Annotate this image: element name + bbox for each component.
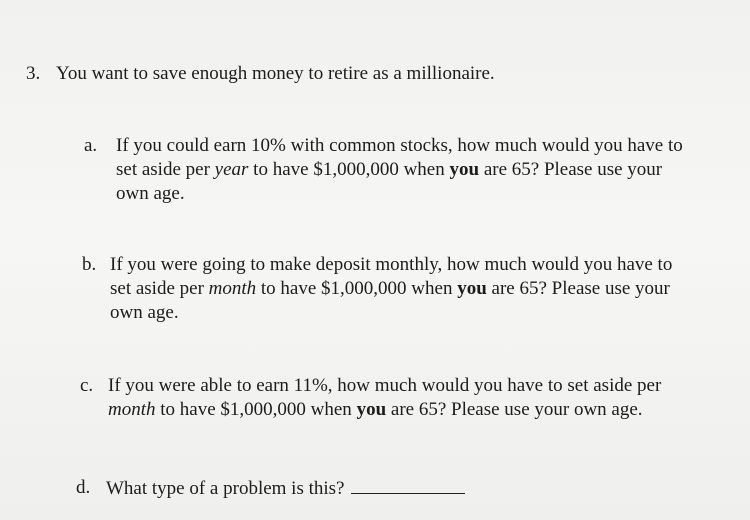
part-c-line-2: month to have $1,000,000 when you are 65? Please use your own age. xyxy=(108,399,643,420)
part-a-line-1: If you could earn 10% with common stocks, how much would you have to xyxy=(116,135,683,156)
part-b-line-1: If you were going to make deposit monthly, how much would you have to xyxy=(110,254,673,275)
part-a-line-2: set aside per year to have $1,000,000 when you are 65? Please use your xyxy=(116,159,663,180)
part-c-line-1: If you were able to earn 11%, how much would you have to set aside per xyxy=(108,375,662,396)
part-b xyxy=(82,253,746,333)
question-text: You want to save enough money to retire as a millionaire. xyxy=(56,63,495,84)
part-c-letter: c. xyxy=(80,375,94,396)
part-a-line-3: own age. xyxy=(116,183,185,204)
part-b-line-2: set aside per month to have $1,000,000 when you are 65? Please use your xyxy=(110,278,670,299)
part-d-text: What type of a problem is this? xyxy=(106,478,345,499)
part-b-letter: b. xyxy=(82,254,97,275)
part-d xyxy=(76,476,516,504)
part-b-line-3: own age. xyxy=(110,302,179,323)
answer-blank-line xyxy=(351,476,465,494)
part-d-line xyxy=(106,476,465,501)
part-a-letter: a. xyxy=(84,135,98,156)
question-number: 3. xyxy=(26,63,41,84)
part-d-letter: d. xyxy=(76,477,91,498)
part-c xyxy=(80,374,746,430)
part-a xyxy=(84,134,744,214)
